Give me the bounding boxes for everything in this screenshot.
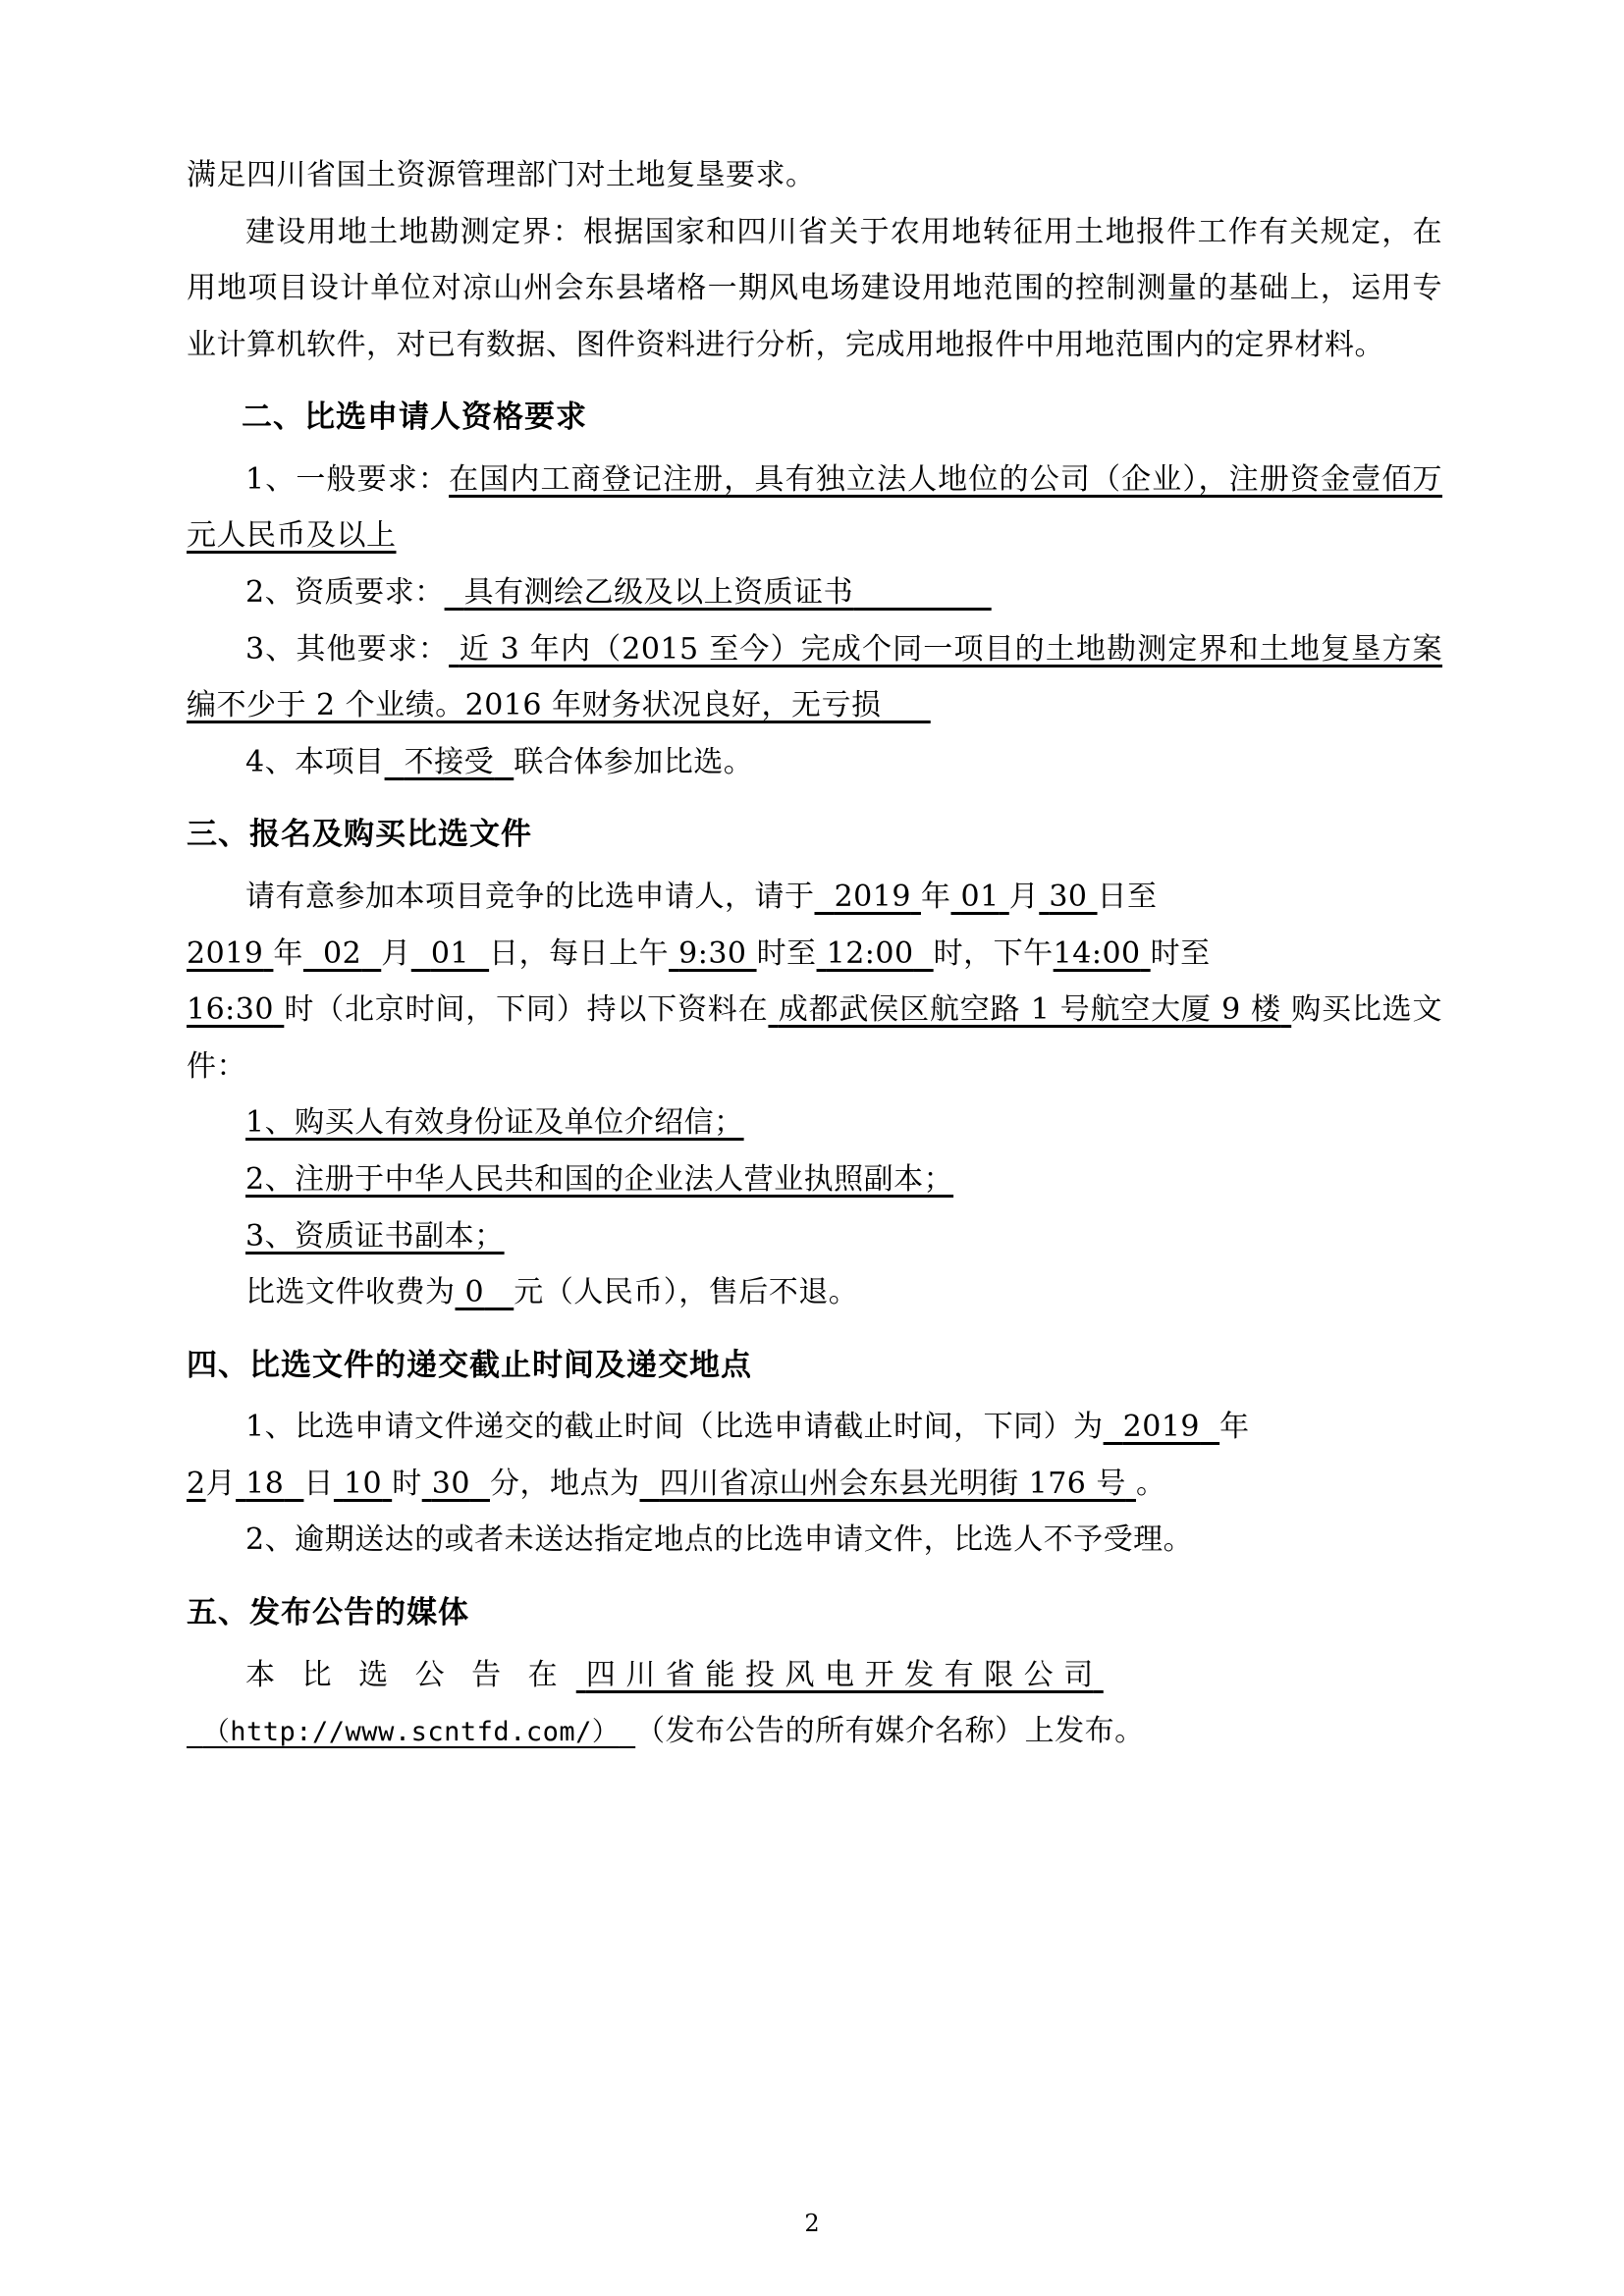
am-start-time: 9:30 xyxy=(678,935,747,971)
registration-schedule xyxy=(187,869,1442,1095)
late-submission-note: 2、逾期送达的或者未送达指定地点的比选申请文件，比选人不予受理。 xyxy=(245,1522,1194,1558)
requirement-item-3 xyxy=(187,621,1442,734)
purchase-doc-2-text: 2、注册于中华人民共和国的企业法人营业执照副本； xyxy=(245,1161,954,1197)
heading-section-two: 二、比选申请人资格要求 xyxy=(242,400,587,436)
start-day: 30 xyxy=(1049,879,1088,914)
purchase-doc-item-2 xyxy=(187,1151,1442,1208)
time-to-2: 时至 xyxy=(1150,935,1211,971)
heading-section-four: 四、比选文件的递交截止时间及递交地点 xyxy=(187,1347,752,1383)
time-to-1: 时至 xyxy=(756,935,817,971)
media-url: （http://www.scntfd.com/） xyxy=(202,1717,620,1748)
unit-year-2: 年 xyxy=(273,935,303,971)
heading-section-five: 五、发布公告的媒体 xyxy=(187,1595,469,1631)
requirement-4-value: 不接受 xyxy=(404,744,495,779)
unit-day-3: 日 xyxy=(303,1466,334,1501)
requirement-item-4 xyxy=(187,734,1442,791)
requirement-3-label: 3、其他要求： xyxy=(245,631,450,667)
unit-minute: 分 xyxy=(490,1466,520,1501)
unit-month-3: 月 xyxy=(205,1466,237,1501)
paragraph-continuation: 满足四川省国土资源管理部门对土地复垦要求。 xyxy=(187,158,816,192)
page-number: 2 xyxy=(804,2210,820,2237)
am-end-time: 12:00 xyxy=(826,935,914,971)
deadline-minute: 30 xyxy=(431,1466,470,1501)
media-tail: （发布公告的所有媒介名称）上发布。 xyxy=(635,1714,1145,1749)
unit-year-1: 年 xyxy=(920,879,951,914)
requirement-1-value: 在国内工商登记注册，具有独立法人地位的公司（企业），注册资金壹佰万元人民币及以上 xyxy=(187,461,1442,554)
purchase-doc-1-text: 1、购买人有效身份证及单位介绍信； xyxy=(245,1105,744,1141)
place-prefix: ，地点为 xyxy=(519,1466,640,1501)
deadline-year: 2019 xyxy=(1122,1410,1201,1445)
requirement-2-label: 2、资质要求： xyxy=(245,575,445,611)
media-lead: 本 比 选 公 告 在 xyxy=(245,1657,567,1692)
document-body xyxy=(187,147,1442,1760)
beijing-time-note: （北京时间，下同）持以下资料在 xyxy=(314,992,769,1028)
start-month: 01 xyxy=(960,879,1000,914)
end-day: 01 xyxy=(430,935,470,971)
submission-place: 四川省凉山州会东县光明街 176 号 xyxy=(659,1466,1126,1501)
fee-value: 0 xyxy=(464,1275,485,1310)
deadline-hour: 10 xyxy=(343,1466,383,1501)
media-name: 四 川 省 能 投 风 电 开 发 有 限 公 司 xyxy=(585,1657,1094,1692)
requirement-item-1 xyxy=(187,452,1442,564)
unit-day-2: 日 xyxy=(489,935,519,971)
daily-label: ，每日上午 xyxy=(518,935,670,971)
purchase-doc-item-1 xyxy=(187,1095,1442,1151)
registration-lead: 请有意参加本项目竞争的比选申请人，请于 xyxy=(245,879,815,914)
pm-start-time: 14:00 xyxy=(1053,935,1141,971)
submission-deadline xyxy=(187,1399,1442,1512)
purchase-doc-3-text: 3、资质证书副本； xyxy=(245,1218,505,1254)
requirement-item-2 xyxy=(187,564,1442,621)
document-fee-line xyxy=(187,1264,1442,1321)
pm-end-time: 16:30 xyxy=(187,992,274,1028)
purchase-address: 成都武侯区航空路 1 号航空大厦 9 楼 xyxy=(778,992,1281,1028)
end-year: 2019 xyxy=(187,935,264,971)
heading-section-three: 三、报名及购买比选文件 xyxy=(187,817,532,853)
end-month: 02 xyxy=(322,935,362,971)
fee-prefix: 比选文件收费为 xyxy=(245,1275,456,1310)
requirement-4-prefix: 4、本项目 xyxy=(245,744,385,779)
paragraph-survey-definition: 建设用地土地勘测定界：根据国家和四川省关于农用地转征用土地报件工作有关规定，在用地项目设计单位对凉山州会东县堵格一期风电场建设用地范围的控制测量的基础上，运用专业计算机软件，对已有数据、图件资料进行分析，完成用地报件中用地范围内的定界材料。 xyxy=(187,214,1442,362)
requirement-1-label: 1、一般要求： xyxy=(245,461,450,497)
requirement-4-suffix: 联合体参加比选。 xyxy=(514,744,754,779)
unit-day-to: 日至 xyxy=(1097,879,1158,914)
purchase-doc-item-3 xyxy=(187,1208,1442,1265)
unit-time-2: 时 xyxy=(284,992,315,1028)
afternoon-label: ，下午 xyxy=(963,935,1054,971)
unit-time-1: 时 xyxy=(933,935,964,971)
unit-month-2: 月 xyxy=(381,935,411,971)
requirement-3-value: 近 3 年内（2015 至今）完成个同一项目的土地勘测定界和土地复垦方案编不少于 2 个业绩。2016 年财务状况良好，无亏损 xyxy=(187,631,1443,723)
announcement-media xyxy=(187,1647,1442,1760)
place-suffix: 。 xyxy=(1135,1466,1166,1501)
requirement-2-value: 具有测绘乙级及以上资质证书 xyxy=(463,575,854,611)
unit-month-1: 月 xyxy=(1008,879,1040,914)
unit-hour: 时 xyxy=(392,1466,422,1501)
deadline-prefix: 1、比选申请文件递交的截止时间（比选申请截止时间，下同）为 xyxy=(245,1410,1104,1445)
fee-suffix: 元（人民币），售后不退。 xyxy=(514,1275,859,1310)
purchase-tail: 购买比选文件： xyxy=(187,992,1442,1084)
unit-year-3: 年 xyxy=(1219,1410,1250,1445)
start-year: 2019 xyxy=(834,879,911,914)
deadline-day: 18 xyxy=(245,1466,285,1501)
deadline-month: 2 xyxy=(187,1466,206,1501)
